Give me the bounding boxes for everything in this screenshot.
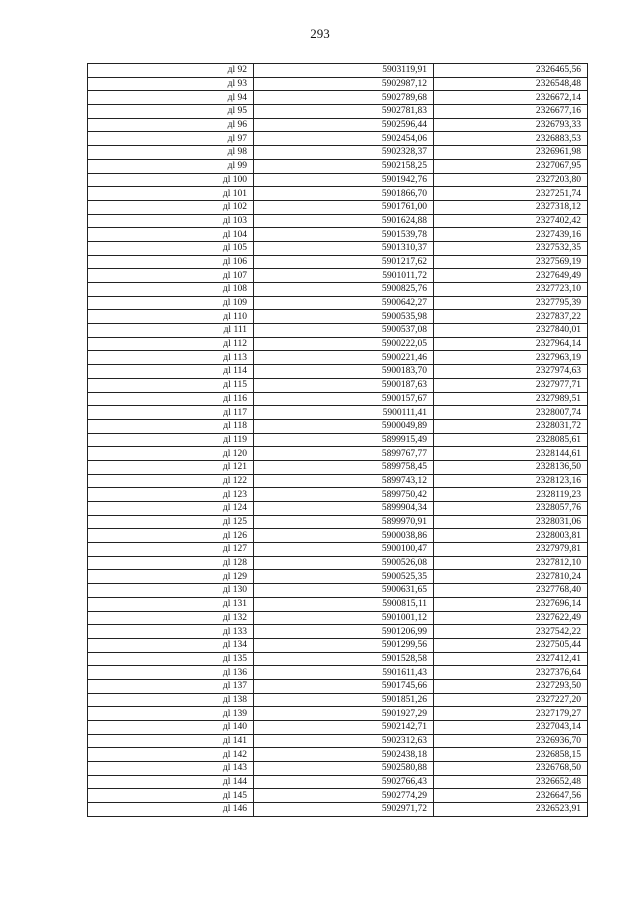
point-id-cell: дl 129 <box>88 570 254 584</box>
x-coordinate-cell: 5900038,86 <box>254 529 434 543</box>
point-id-cell: дl 124 <box>88 502 254 516</box>
y-coordinate-cell: 2327979,81 <box>434 543 588 557</box>
table-row <box>88 515 588 529</box>
table-row <box>88 241 588 255</box>
x-coordinate-cell: 5900111,41 <box>254 406 434 420</box>
point-id-cell: дl 108 <box>88 283 254 297</box>
x-coordinate-cell: 5902987,12 <box>254 77 434 91</box>
table-row <box>88 351 588 365</box>
y-coordinate-cell: 2327768,40 <box>434 584 588 598</box>
y-coordinate-cell: 2327622,49 <box>434 611 588 625</box>
y-coordinate-cell: 2326936,70 <box>434 734 588 748</box>
table-row <box>88 118 588 132</box>
point-id-cell: дl 144 <box>88 775 254 789</box>
table-row <box>88 502 588 516</box>
table-row <box>88 625 588 639</box>
table-row <box>88 159 588 173</box>
y-coordinate-cell: 2328057,76 <box>434 502 588 516</box>
y-coordinate-cell: 2328123,16 <box>434 474 588 488</box>
table-row <box>88 214 588 228</box>
table-row <box>88 762 588 776</box>
point-id-cell: дl 136 <box>88 666 254 680</box>
y-coordinate-cell: 2327696,14 <box>434 597 588 611</box>
x-coordinate-cell: 5900183,70 <box>254 365 434 379</box>
x-coordinate-cell: 5899743,12 <box>254 474 434 488</box>
table-row <box>88 707 588 721</box>
x-coordinate-cell: 5899904,34 <box>254 502 434 516</box>
point-id-cell: дl 123 <box>88 488 254 502</box>
point-id-cell: дl 127 <box>88 543 254 557</box>
point-id-cell: дl 118 <box>88 419 254 433</box>
point-id-cell: дl 92 <box>88 64 254 78</box>
table-row <box>88 447 588 461</box>
table-row <box>88 543 588 557</box>
y-coordinate-cell: 2326465,56 <box>434 64 588 78</box>
table-row <box>88 173 588 187</box>
point-id-cell: дl 103 <box>88 214 254 228</box>
point-id-cell: дl 93 <box>88 77 254 91</box>
y-coordinate-cell: 2328119,23 <box>434 488 588 502</box>
table-row <box>88 187 588 201</box>
y-coordinate-cell: 2327963,19 <box>434 351 588 365</box>
x-coordinate-cell: 5902438,18 <box>254 748 434 762</box>
y-coordinate-cell: 2327795,39 <box>434 296 588 310</box>
y-coordinate-cell: 2327067,95 <box>434 159 588 173</box>
y-coordinate-cell: 2326672,14 <box>434 91 588 105</box>
x-coordinate-cell: 5900526,08 <box>254 556 434 570</box>
x-coordinate-cell: 5901611,43 <box>254 666 434 680</box>
y-coordinate-cell: 2328003,81 <box>434 529 588 543</box>
x-coordinate-cell: 5900535,98 <box>254 310 434 324</box>
point-id-cell: дl 112 <box>88 337 254 351</box>
table-row <box>88 803 588 817</box>
x-coordinate-cell: 5902789,68 <box>254 91 434 105</box>
table-row <box>88 255 588 269</box>
point-id-cell: дl 119 <box>88 433 254 447</box>
table-row <box>88 378 588 392</box>
point-id-cell: дl 134 <box>88 638 254 652</box>
table-row <box>88 693 588 707</box>
table-row <box>88 132 588 146</box>
y-coordinate-cell: 2327505,44 <box>434 638 588 652</box>
y-coordinate-cell: 2326793,33 <box>434 118 588 132</box>
table-row <box>88 146 588 160</box>
y-coordinate-cell: 2328031,72 <box>434 419 588 433</box>
x-coordinate-cell: 5901927,29 <box>254 707 434 721</box>
y-coordinate-cell: 2327840,01 <box>434 324 588 338</box>
x-coordinate-cell: 5901011,72 <box>254 269 434 283</box>
x-coordinate-cell: 5900100,47 <box>254 543 434 557</box>
table-row <box>88 638 588 652</box>
table-row <box>88 365 588 379</box>
point-id-cell: дl 137 <box>88 679 254 693</box>
x-coordinate-cell: 5901942,76 <box>254 173 434 187</box>
x-coordinate-cell: 5902971,72 <box>254 803 434 817</box>
point-id-cell: дl 139 <box>88 707 254 721</box>
x-coordinate-cell: 5902781,83 <box>254 105 434 119</box>
y-coordinate-cell: 2327203,80 <box>434 173 588 187</box>
y-coordinate-cell: 2326768,50 <box>434 762 588 776</box>
table-row <box>88 105 588 119</box>
x-coordinate-cell: 5901528,58 <box>254 652 434 666</box>
x-coordinate-cell: 5902596,44 <box>254 118 434 132</box>
table-row <box>88 775 588 789</box>
y-coordinate-cell: 2327812,10 <box>434 556 588 570</box>
table-row <box>88 597 588 611</box>
point-id-cell: дl 135 <box>88 652 254 666</box>
point-id-cell: дl 111 <box>88 324 254 338</box>
y-coordinate-cell: 2327977,71 <box>434 378 588 392</box>
point-id-cell: дl 131 <box>88 597 254 611</box>
point-id-cell: дl 117 <box>88 406 254 420</box>
y-coordinate-cell: 2326858,15 <box>434 748 588 762</box>
y-coordinate-cell: 2327974,63 <box>434 365 588 379</box>
table-row <box>88 721 588 735</box>
table-row <box>88 556 588 570</box>
y-coordinate-cell: 2326677,16 <box>434 105 588 119</box>
y-coordinate-cell: 2327439,16 <box>434 228 588 242</box>
point-id-cell: дl 133 <box>88 625 254 639</box>
y-coordinate-cell: 2327251,74 <box>434 187 588 201</box>
y-coordinate-cell: 2326883,53 <box>434 132 588 146</box>
table-row <box>88 679 588 693</box>
y-coordinate-cell: 2328085,61 <box>434 433 588 447</box>
table-row <box>88 64 588 78</box>
table-row <box>88 324 588 338</box>
x-coordinate-cell: 5900631,65 <box>254 584 434 598</box>
table-row <box>88 433 588 447</box>
point-id-cell: дl 114 <box>88 365 254 379</box>
table-row <box>88 406 588 420</box>
coordinates-table-body <box>88 64 588 817</box>
point-id-cell: дl 99 <box>88 159 254 173</box>
point-id-cell: дl 104 <box>88 228 254 242</box>
table-row <box>88 570 588 584</box>
table-row <box>88 91 588 105</box>
point-id-cell: дl 116 <box>88 392 254 406</box>
x-coordinate-cell: 5900221,46 <box>254 351 434 365</box>
x-coordinate-cell: 5899750,42 <box>254 488 434 502</box>
y-coordinate-cell: 2326523,91 <box>434 803 588 817</box>
y-coordinate-cell: 2327532,35 <box>434 241 588 255</box>
page-number: 293 <box>310 26 330 41</box>
point-id-cell: дl 98 <box>88 146 254 160</box>
y-coordinate-cell: 2327964,14 <box>434 337 588 351</box>
x-coordinate-cell: 5900157,67 <box>254 392 434 406</box>
table-row <box>88 337 588 351</box>
y-coordinate-cell: 2328144,61 <box>434 447 588 461</box>
y-coordinate-cell: 2327837,22 <box>434 310 588 324</box>
point-id-cell: дl 145 <box>88 789 254 803</box>
point-id-cell: дl 138 <box>88 693 254 707</box>
point-id-cell: дl 109 <box>88 296 254 310</box>
x-coordinate-cell: 5902142,71 <box>254 721 434 735</box>
x-coordinate-cell: 5899767,77 <box>254 447 434 461</box>
y-coordinate-cell: 2327412,41 <box>434 652 588 666</box>
point-id-cell: дl 102 <box>88 200 254 214</box>
y-coordinate-cell: 2327810,24 <box>434 570 588 584</box>
y-coordinate-cell: 2327043,14 <box>434 721 588 735</box>
y-coordinate-cell: 2327989,51 <box>434 392 588 406</box>
table-row <box>88 734 588 748</box>
y-coordinate-cell: 2328031,06 <box>434 515 588 529</box>
y-coordinate-cell: 2328007,74 <box>434 406 588 420</box>
coordinates-table <box>87 63 588 817</box>
x-coordinate-cell: 5903119,91 <box>254 64 434 78</box>
x-coordinate-cell: 5901539,78 <box>254 228 434 242</box>
point-id-cell: дl 107 <box>88 269 254 283</box>
x-coordinate-cell: 5900815,11 <box>254 597 434 611</box>
x-coordinate-cell: 5901851,26 <box>254 693 434 707</box>
y-coordinate-cell: 2327293,50 <box>434 679 588 693</box>
x-coordinate-cell: 5902158,25 <box>254 159 434 173</box>
x-coordinate-cell: 5900537,08 <box>254 324 434 338</box>
x-coordinate-cell: 5901866,70 <box>254 187 434 201</box>
point-id-cell: дl 120 <box>88 447 254 461</box>
point-id-cell: дl 97 <box>88 132 254 146</box>
y-coordinate-cell: 2327542,22 <box>434 625 588 639</box>
table-row <box>88 228 588 242</box>
table-row <box>88 584 588 598</box>
x-coordinate-cell: 5900642,27 <box>254 296 434 310</box>
point-id-cell: дl 140 <box>88 721 254 735</box>
point-id-cell: дl 141 <box>88 734 254 748</box>
x-coordinate-cell: 5900187,63 <box>254 378 434 392</box>
table-row <box>88 529 588 543</box>
table-row <box>88 748 588 762</box>
x-coordinate-cell: 5901217,62 <box>254 255 434 269</box>
x-coordinate-cell: 5902766,43 <box>254 775 434 789</box>
x-coordinate-cell: 5901761,00 <box>254 200 434 214</box>
point-id-cell: дl 128 <box>88 556 254 570</box>
table-row <box>88 283 588 297</box>
x-coordinate-cell: 5902328,37 <box>254 146 434 160</box>
point-id-cell: дl 132 <box>88 611 254 625</box>
y-coordinate-cell: 2326961,98 <box>434 146 588 160</box>
table-row <box>88 310 588 324</box>
point-id-cell: дl 105 <box>88 241 254 255</box>
table-row <box>88 269 588 283</box>
table-row <box>88 652 588 666</box>
y-coordinate-cell: 2327179,27 <box>434 707 588 721</box>
x-coordinate-cell: 5902580,88 <box>254 762 434 776</box>
x-coordinate-cell: 5902454,06 <box>254 132 434 146</box>
x-coordinate-cell: 5899915,49 <box>254 433 434 447</box>
point-id-cell: дl 125 <box>88 515 254 529</box>
x-coordinate-cell: 5900222,05 <box>254 337 434 351</box>
table-row <box>88 611 588 625</box>
table-row <box>88 460 588 474</box>
table-row <box>88 296 588 310</box>
y-coordinate-cell: 2327402,42 <box>434 214 588 228</box>
x-coordinate-cell: 5901001,12 <box>254 611 434 625</box>
table-row <box>88 666 588 680</box>
point-id-cell: дl 94 <box>88 91 254 105</box>
y-coordinate-cell: 2327649,49 <box>434 269 588 283</box>
y-coordinate-cell: 2327376,64 <box>434 666 588 680</box>
table-row <box>88 200 588 214</box>
point-id-cell: дl 126 <box>88 529 254 543</box>
table-row <box>88 77 588 91</box>
point-id-cell: дl 113 <box>88 351 254 365</box>
y-coordinate-cell: 2327723,10 <box>434 283 588 297</box>
y-coordinate-cell: 2327227,20 <box>434 693 588 707</box>
y-coordinate-cell: 2326548,48 <box>434 77 588 91</box>
table-row <box>88 474 588 488</box>
y-coordinate-cell: 2326652,48 <box>434 775 588 789</box>
x-coordinate-cell: 5902312,63 <box>254 734 434 748</box>
y-coordinate-cell: 2327318,12 <box>434 200 588 214</box>
x-coordinate-cell: 5902774,29 <box>254 789 434 803</box>
x-coordinate-cell: 5901310,37 <box>254 241 434 255</box>
y-coordinate-cell: 2326647,56 <box>434 789 588 803</box>
point-id-cell: дl 95 <box>88 105 254 119</box>
table-row <box>88 392 588 406</box>
x-coordinate-cell: 5901299,56 <box>254 638 434 652</box>
point-id-cell: дl 143 <box>88 762 254 776</box>
point-id-cell: дl 110 <box>88 310 254 324</box>
point-id-cell: дl 121 <box>88 460 254 474</box>
table-row <box>88 488 588 502</box>
x-coordinate-cell: 5901745,66 <box>254 679 434 693</box>
x-coordinate-cell: 5901206,99 <box>254 625 434 639</box>
y-coordinate-cell: 2328136,50 <box>434 460 588 474</box>
x-coordinate-cell: 5900525,35 <box>254 570 434 584</box>
point-id-cell: дl 142 <box>88 748 254 762</box>
y-coordinate-cell: 2327569,19 <box>434 255 588 269</box>
x-coordinate-cell: 5899970,91 <box>254 515 434 529</box>
x-coordinate-cell: 5899758,45 <box>254 460 434 474</box>
table-row <box>88 789 588 803</box>
point-id-cell: дl 115 <box>88 378 254 392</box>
point-id-cell: дl 101 <box>88 187 254 201</box>
point-id-cell: дl 146 <box>88 803 254 817</box>
point-id-cell: дl 122 <box>88 474 254 488</box>
point-id-cell: дl 96 <box>88 118 254 132</box>
x-coordinate-cell: 5900825,76 <box>254 283 434 297</box>
table-row <box>88 419 588 433</box>
point-id-cell: дl 100 <box>88 173 254 187</box>
x-coordinate-cell: 5901624,88 <box>254 214 434 228</box>
point-id-cell: дl 130 <box>88 584 254 598</box>
point-id-cell: дl 106 <box>88 255 254 269</box>
x-coordinate-cell: 5900049,89 <box>254 419 434 433</box>
